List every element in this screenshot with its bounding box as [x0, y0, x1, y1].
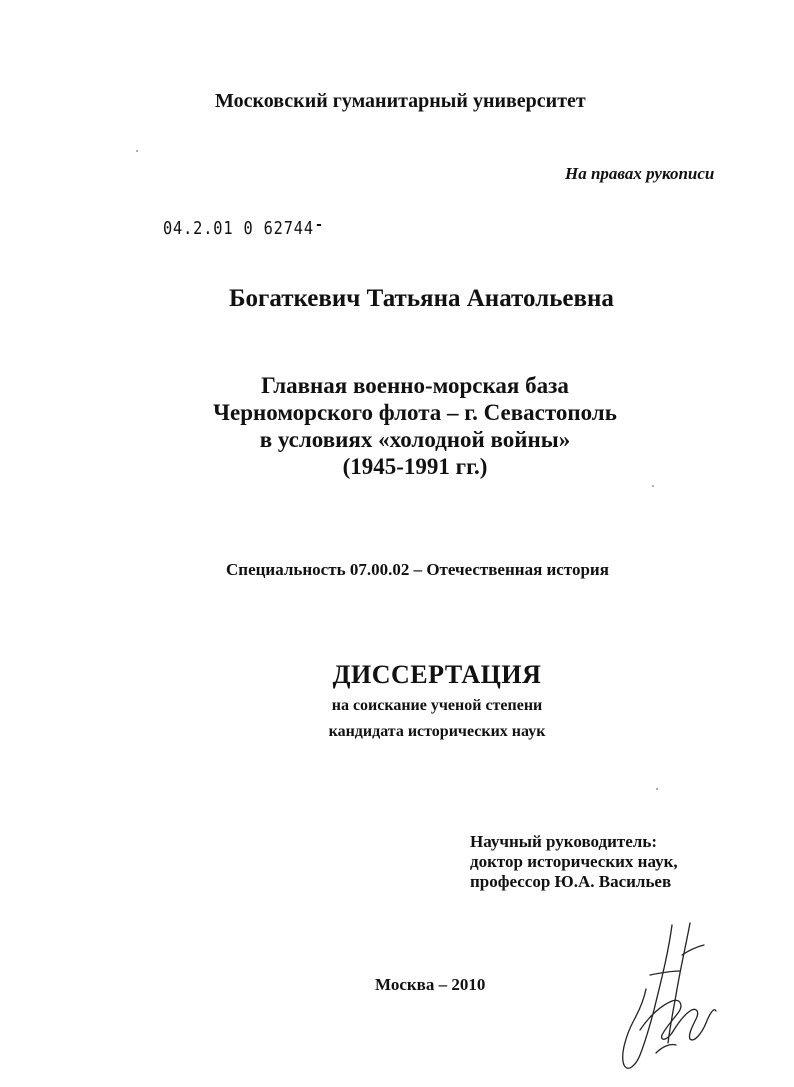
catalog-number-text: 04.2.01 0 62744: [163, 218, 314, 239]
scan-speck: [652, 485, 654, 487]
supervisor-line-2: доктор исторических наук,: [470, 852, 678, 871]
city-year: Москва – 2010: [375, 975, 486, 994]
catalog-number: [163, 218, 321, 239]
supervisor-block: [470, 832, 678, 892]
title-line-3: в условиях «холодной войны»: [259, 427, 571, 452]
dissertation-title: [150, 372, 680, 480]
university-name: Московский гуманитарный университет: [215, 90, 586, 112]
catalog-mark: [316, 224, 320, 226]
specialty: Специальность 07.00.02 – Отечественная история: [226, 560, 609, 579]
manuscript-note: На правах рукописи: [565, 164, 715, 183]
title-line-4: (1945-1991 гг.): [342, 454, 488, 479]
degree-line-2: кандидата исторических наук: [328, 723, 546, 740]
title-line-1: Главная военно-морская база: [261, 373, 569, 398]
scan-speck: [136, 150, 138, 152]
supervisor-line-1: Научный руководитель:: [470, 832, 657, 851]
degree-line-1: на соискание ученой степени: [331, 697, 543, 714]
handwritten-signature: [610, 915, 730, 1075]
document-type: ДИССЕРТАЦИЯ: [332, 660, 542, 689]
title-line-2: Черноморского флота – г. Севастополь: [213, 400, 617, 425]
author-name: Богаткевич Татьяна Анатольевна: [229, 285, 614, 312]
scan-speck: [656, 788, 658, 790]
supervisor-line-3: профессор Ю.А. Васильев: [470, 872, 672, 891]
